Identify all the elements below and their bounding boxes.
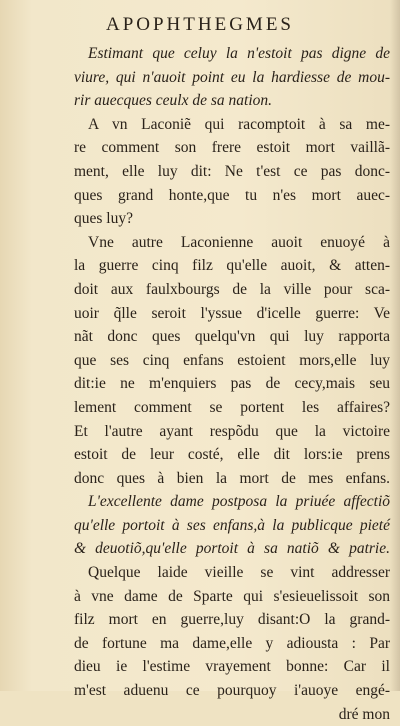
text-line: dré mon bbox=[338, 705, 390, 723]
text-line: m'est aduenu ce pourquoy i'auoye engé- bbox=[74, 682, 390, 700]
text-line: ques luy? bbox=[74, 210, 133, 228]
text-line: ment, elle luy dit: Ne t'est ce pas donc- bbox=[74, 162, 390, 180]
text-line: & deuotiõ,qu'elle portoit à sa natiõ & patrie. bbox=[74, 540, 390, 558]
text-line: dieu ie l'estime vrayement bonne: Car il bbox=[74, 658, 390, 676]
text-line: dit:ie ne m'enquiers pas de cecy,mais seu bbox=[74, 375, 390, 393]
text-line: Quelque laide vieille se vint addresser bbox=[88, 564, 390, 582]
text-line: lement comment se portent les affaires? bbox=[74, 398, 390, 416]
text-line: Estimant que celuy la n'estoit pas digne de bbox=[88, 45, 390, 62]
text-line: A vn Laconiẽ qui racomptoit à sa me- bbox=[88, 115, 390, 133]
text-line: à vne dame de Sparte qui s'esieuelissoit son bbox=[74, 587, 390, 605]
running-title: APOPHTHEGMES bbox=[105, 14, 295, 35]
text-line: donc ques à bien la mort de mes enfans. bbox=[74, 469, 390, 487]
text-line: la guerre cinq filz qu'elle auoit, & atten- bbox=[74, 257, 390, 275]
text-line: L'excellente dame postposa la priuée affectiõ bbox=[88, 493, 390, 511]
text-line: de fortune ma dame,elle y adiousta : Par bbox=[74, 634, 390, 652]
text-line: que ses cinq enfans estoient mors,elle luy bbox=[74, 351, 390, 369]
text-line: qu'elle portoit à ses enfans,à la publicque pieté bbox=[74, 516, 390, 534]
text-line: estoit de leur costé, elle dit lors:ie prens bbox=[74, 446, 390, 464]
page-body-text bbox=[74, 42, 390, 726]
text-line: uoir q̃lle seroit l'yssue d'icelle guerre: Ve bbox=[74, 304, 390, 322]
text-line: rir auecques ceulx de sa nation. bbox=[74, 92, 273, 110]
text-line: filz mort en guerre,luy disant:O la grand- bbox=[74, 611, 390, 629]
text-line: Et l'autre ayant respõdu que la victoire bbox=[74, 422, 390, 440]
text-line: Vne autre Laconienne auoit enuoyé à bbox=[88, 233, 390, 251]
text-line: re comment son frere estoit mort vaillã- bbox=[74, 139, 390, 157]
text-line: nãt donc ques quelqu'vn qui luy rapporta bbox=[74, 328, 390, 346]
text-line: ques grand honte,que tu n'es mort auec- bbox=[74, 186, 390, 204]
text-line: doit aux faulxbourgs de la ville pour sca- bbox=[74, 280, 390, 298]
text-line: viure, qui n'auoit point eu la hardiesse de mou- bbox=[74, 68, 390, 86]
